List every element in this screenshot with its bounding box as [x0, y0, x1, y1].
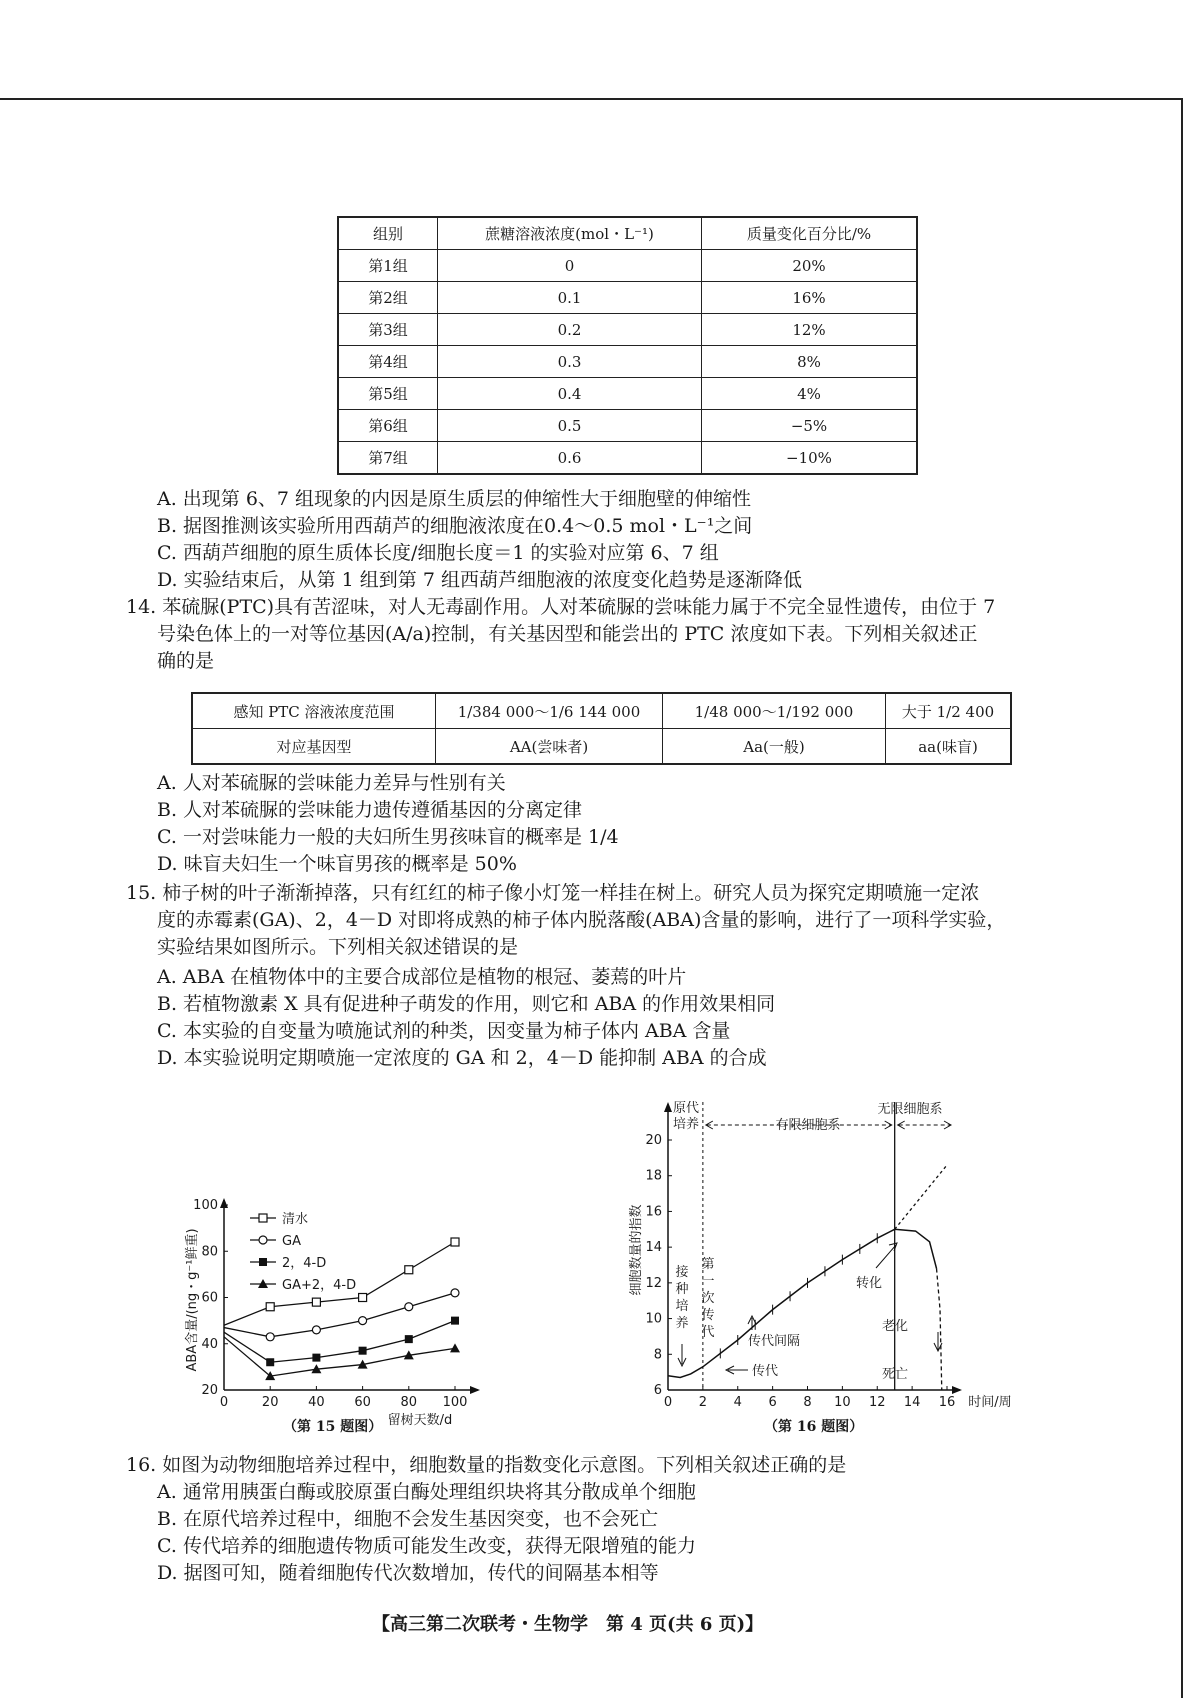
ptc-cell: 感知 PTC 溶液浓度范围 [192, 693, 436, 729]
q16-option-d: D. 据图可知，随着细胞传代次数增加，传代的间隔基本相等 [157, 1562, 659, 1584]
fig16-label-death: 死亡 [881, 1367, 909, 1382]
fig16-x-label: 时间/周 [968, 1395, 1012, 1410]
fig15-legend-label: 2，4-D [282, 1256, 327, 1271]
q15-option-a: A. ABA 在植物体中的主要合成部位是植物的根冠、萎蔫的叶片 [157, 966, 687, 988]
q15-stem-line2: 度的赤霉素(GA)、2，4－D 对即将成熟的柿子体内脱落酸(ABA)含量的影响，进行了一项科学实验， [157, 909, 1006, 931]
table-cell: 第7组 [338, 442, 438, 475]
q13-option-c: C. 西葫芦细胞的原生质体长度/细胞长度＝1 的实验对应第 6、7 组 [157, 542, 719, 564]
table-cell: 0.2 [438, 314, 702, 346]
fig16-label-primary: 培养 [672, 1117, 700, 1132]
fig16-label-infinite: 无限细胞系 [877, 1102, 943, 1117]
table-cell: 0.5 [438, 410, 702, 442]
table-cell: 20% [702, 250, 918, 282]
fig16-arrow-line [876, 1245, 896, 1268]
ptc-cell: aa(味盲) [886, 729, 1012, 765]
ptc-cell: 大于 1/2 400 [886, 693, 1012, 729]
fig15-data-point [451, 1238, 459, 1246]
fig15-data-point [450, 1343, 460, 1352]
fig15-x-tick-label: 20 [261, 1395, 279, 1410]
fig15-y-label: ABA含量/(ng・g⁻¹鲜重) [185, 1228, 200, 1372]
fig16-label-inoculate: 养 [675, 1316, 689, 1331]
fig15-data-point [405, 1335, 413, 1343]
fig15-series-line [224, 1337, 455, 1376]
q14-stem-line1: 14. 苯硫脲(PTC)具有苦涩味，对人无毒副作用。人对苯硫脲的尝味能力属于不完全显性遗传，由位于 7 [126, 596, 996, 618]
table-cell: 质量变化百分比/% [702, 217, 918, 250]
table-cell: −10% [702, 442, 918, 475]
page-footer: 【高三第二次联考・生物学 第 4 页(共 6 页)】 [372, 1614, 764, 1635]
fig15-data-point [266, 1333, 274, 1341]
fig16-label-inoculate: 接 [675, 1265, 689, 1280]
table-cell: 第2组 [338, 282, 438, 314]
fig16-x-tick-label: 10 [834, 1395, 851, 1410]
fig15-data-point [359, 1347, 367, 1355]
table-cell: 8% [702, 346, 918, 378]
fig16-y-tick-label: 20 [645, 1133, 662, 1148]
fig16-x-tick-label: 4 [733, 1395, 742, 1410]
q14-option-c: C. 一对尝味能力一般的夫妇所生男孩味盲的概率是 1/4 [157, 826, 619, 848]
fig15-y-arrow [220, 1198, 228, 1208]
fig15-x-tick-label: 100 [442, 1395, 468, 1410]
table-cell: 0.3 [438, 346, 702, 378]
table-cell: 第6组 [338, 410, 438, 442]
table-cell: 第4组 [338, 346, 438, 378]
fig15-x-tick-label: 0 [219, 1395, 229, 1410]
table-cell: 0 [438, 250, 702, 282]
fig15-x-tick-label: 80 [400, 1395, 418, 1410]
fig16-x-tick-label: 14 [903, 1395, 921, 1410]
fig15-data-point [312, 1298, 320, 1306]
fig15-series-line [224, 1321, 455, 1363]
fig15-legend-label: GA+2，4-D [282, 1278, 357, 1293]
table-cell: 16% [702, 282, 918, 314]
ptc-cell: Aa(一般) [663, 729, 886, 765]
fig15-caption: （第 15 题图） [283, 1419, 383, 1435]
fig15-y-tick-label: 80 [201, 1244, 218, 1260]
q15-option-b: B. 若植物激素 X 具有促进种子萌发的作用，则它和 ABA 的作用效果相同 [157, 993, 776, 1015]
table-cell: 0.6 [438, 442, 702, 475]
fig15-legend-marker [259, 1236, 267, 1244]
fig16-y-tick-label: 6 [653, 1383, 662, 1398]
fig16-y-tick-label: 10 [645, 1311, 662, 1327]
q13-option-a: A. 出现第 6、7 组现象的内因是原生质层的伸缩性大于细胞壁的伸缩性 [157, 488, 752, 510]
table-cell: 组别 [338, 217, 438, 250]
fig16-arrowhead [889, 1243, 897, 1251]
fig16-label-first-passage: 第 [701, 1257, 715, 1272]
fig15-data-point [451, 1289, 459, 1297]
q14-option-a: A. 人对苯硫脲的尝味能力差异与性别有关 [157, 772, 506, 794]
table-cell: 第1组 [338, 250, 438, 282]
fig16-label-inoculate: 培 [675, 1299, 689, 1314]
q16-option-c: C. 传代培养的细胞遗传物质可能发生改变，获得无限增殖的能力 [157, 1535, 696, 1557]
fig16-label-passage: 传代 [752, 1364, 779, 1379]
fig15-data-point [312, 1354, 320, 1362]
fig15-x-label: 留树天数/d [387, 1413, 453, 1428]
fig15-legend-label: GA [282, 1234, 301, 1249]
fig16-x-tick-label: 6 [768, 1395, 777, 1410]
fig16-immortal-line [895, 1165, 947, 1229]
fig16-label-first-passage: 代 [701, 1325, 715, 1340]
q14-stem-line2: 号染色体上的一对等位基因(A/a)控制，有关基因型和能尝出的 PTC 浓度如下表。下列相关叙述正 [157, 623, 978, 645]
q15-option-c: C. 本实验的自变量为喷施试剂的种类，因变量为柿子体内 ABA 含量 [157, 1020, 731, 1042]
q14-option-b: B. 人对苯硫脲的尝味能力遗传遵循基因的分离定律 [157, 799, 583, 821]
fig16-x-tick-label: 12 [868, 1395, 886, 1410]
table-cell: 0.1 [438, 282, 702, 314]
fig15-data-point [451, 1317, 459, 1325]
fig15-legend-label: 清水 [282, 1212, 309, 1227]
fig16-y-tick-label: 12 [645, 1275, 662, 1291]
table-cell: 4% [702, 378, 918, 410]
fig16-y-tick-label: 16 [645, 1204, 662, 1220]
fig16-y-tick-label: 14 [645, 1240, 662, 1256]
fig16-y-arrow [664, 1102, 672, 1112]
q16-option-b: B. 在原代培养过程中，细胞不会发生基因突变，也不会死亡 [157, 1508, 659, 1530]
fig16-label-first-passage: 一 [701, 1274, 715, 1289]
fig16-death-curve [937, 1269, 942, 1390]
fig15-x-tick-label: 60 [354, 1395, 371, 1410]
q16-option-a: A. 通常用胰蛋白酶或胶原蛋白酶处理组织块将其分散成单个细胞 [157, 1481, 696, 1503]
fig15-data-point [405, 1303, 413, 1311]
q15-stem-line1: 15. 柿子树的叶子渐渐掉落，只有红红的柿子像小灯笼一样挂在树上。研究人员为探究定期喷施一定浓 [126, 882, 980, 904]
table-cell: −5% [702, 410, 918, 442]
fig16-label-primary: 原代 [672, 1101, 700, 1116]
fig15-y-tick-label: 20 [201, 1383, 218, 1398]
fig16-x-tick-label: 16 [938, 1395, 956, 1410]
fig16-label-first-passage: 传 [701, 1308, 715, 1323]
fig15-data-point [405, 1266, 413, 1274]
q14-option-d: D. 味盲夫妇生一个味盲男孩的概率是 50% [157, 853, 517, 875]
q16-stem: 16. 如图为动物细胞培养过程中，细胞数量的指数变化示意图。下列相关叙述正确的是 [126, 1454, 847, 1476]
fig16-x-tick-label: 2 [698, 1395, 708, 1410]
table-cell: 0.4 [438, 378, 702, 410]
ptc-cell: 1/384 000～1/6 144 000 [436, 693, 663, 729]
fig16-label-inoculate: 种 [675, 1282, 689, 1297]
fig16-caption: （第 16 题图） [764, 1419, 864, 1435]
fig15-x-arrow [470, 1386, 480, 1394]
table-cell: 第3组 [338, 314, 438, 346]
fig16-y-label: 细胞数量的指数 [629, 1204, 644, 1296]
fig16-y-tick-label: 18 [645, 1168, 662, 1184]
fig15-y-tick-label: 40 [201, 1336, 218, 1352]
fig15-data-point [266, 1358, 274, 1366]
fig15-x-tick-label: 40 [308, 1395, 325, 1410]
fig15-y-tick-label: 60 [201, 1290, 218, 1306]
q15-option-d: D. 本实验说明定期喷施一定浓度的 GA 和 2，4－D 能抑制 ABA 的合成 [157, 1047, 767, 1069]
table-cell: 蔗糖溶液浓度(mol・L⁻¹) [438, 217, 702, 250]
fig15-data-point [359, 1294, 367, 1302]
q14-stem-line3: 确的是 [157, 650, 215, 672]
fig16-label-senescence: 老化 [881, 1319, 909, 1334]
fig16-x-arrow [952, 1386, 962, 1394]
ptc-cell: 1/48 000～1/192 000 [663, 693, 886, 729]
fig16-label-passage-interval: 传代间隔 [747, 1334, 801, 1349]
fig16-label-first-passage: 次 [701, 1291, 715, 1306]
fig16-label-finite: 有限细胞系 [775, 1118, 841, 1133]
fig16-y-tick-label: 8 [653, 1347, 662, 1363]
q13-option-d: D. 实验结束后，从第 1 组到第 7 组西葫芦细胞液的浓度变化趋势是逐渐降低 [157, 569, 802, 591]
fig16-x-tick-label: 0 [663, 1395, 673, 1410]
fig15-legend-marker [259, 1214, 267, 1222]
q13-option-b: B. 据图推测该实验所用西葫芦的细胞液浓度在0.4～0.5 mol・L⁻¹之间 [157, 515, 753, 537]
fig15-data-point [312, 1326, 320, 1334]
table-cell: 第5组 [338, 378, 438, 410]
fig15-data-point [266, 1303, 274, 1311]
table-cell: 12% [702, 314, 918, 346]
fig15-data-point [359, 1317, 367, 1325]
fig16-label-transform: 转化 [855, 1276, 883, 1291]
fig16-x-tick-label: 8 [803, 1395, 812, 1410]
fig15-y-tick-label: 100 [193, 1198, 218, 1213]
fig15-legend-marker [259, 1258, 267, 1266]
ptc-cell: 对应基因型 [192, 729, 436, 765]
q15-stem-line3: 实验结果如图所示。下列相关叙述错误的是 [157, 936, 519, 958]
ptc-cell: AA(尝味者) [436, 729, 663, 765]
